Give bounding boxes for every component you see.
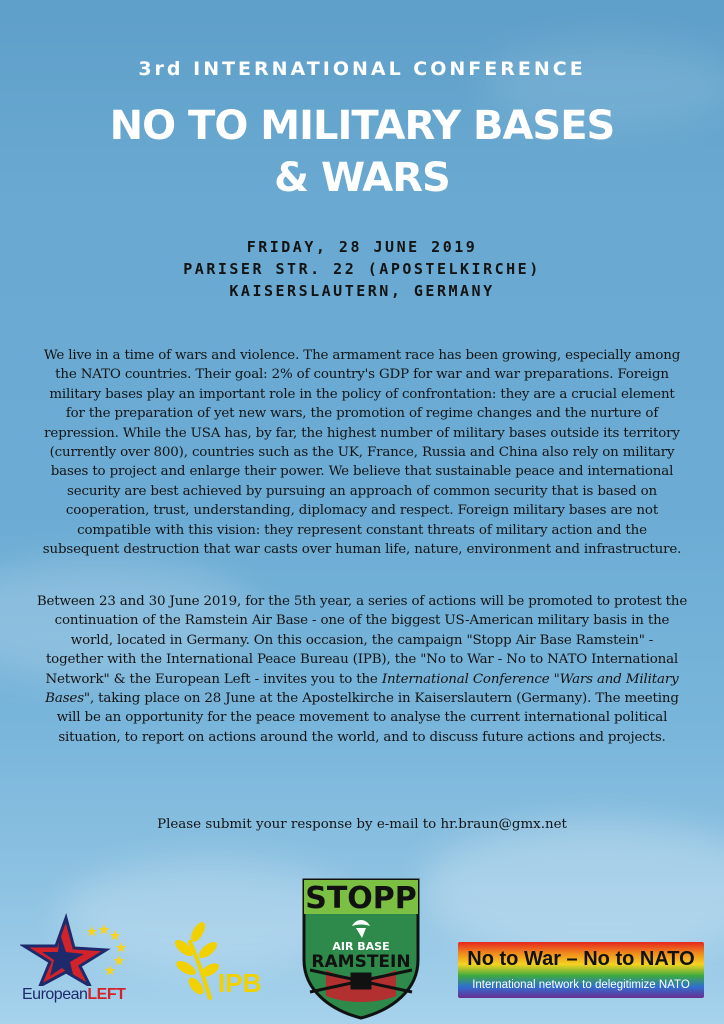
title-line: NO TO MILITARY BASES xyxy=(109,103,615,149)
text-line: cooperation, trust, understanding, diplomacy and respect. Foreign military bases are not xyxy=(65,503,659,519)
text-line: We live in a time of wars and violence. The armament race has been growing, especially among xyxy=(43,348,681,363)
text-line: the NATO countries. Their goal: 2% of country's GDP for war and war preparations. Foreign xyxy=(55,367,669,383)
no-to-nato-title: No to War – No to NATO xyxy=(467,948,695,970)
no-to-nato-subtitle: International network to delegitimize NATO xyxy=(472,979,690,991)
text-line: for the preparation of yet new wars, the promotion of regime changes and the nurture of xyxy=(65,406,659,422)
text-line: world, located in Germany. On this occasion, the campaign "Stopp Air Base Ramstein" - xyxy=(70,632,654,648)
cloud-decoration xyxy=(420,820,724,960)
european-left-wordmark xyxy=(22,986,125,1004)
event-details xyxy=(0,236,724,302)
stopp-ramstein-logo xyxy=(296,874,426,1020)
event-date: FRIDAY, 28 JUNE 2019 xyxy=(246,238,478,256)
ipb-logo xyxy=(170,918,262,1002)
text-line: will be an opportunity for the peace movement to analyse the current international political xyxy=(56,710,668,726)
text-line: (currently over 800), countries such as the UK, France, Russia and China also rely on military xyxy=(49,445,675,461)
european-left-logo xyxy=(20,912,140,1004)
stopp-ramstein-emblem-icon xyxy=(296,874,426,1020)
text-line: compatible with this vision: they represent constant threats of military action and the xyxy=(77,522,647,538)
logo-text: RAMSTEIN xyxy=(311,952,411,972)
conference-name-italic: Bases" xyxy=(45,691,90,707)
event-venue: PARISER STR. 22 (APOSTELKIRCHE) xyxy=(183,260,541,278)
title-line: & WARS xyxy=(274,155,450,201)
event-city: KAISERSLAUTERN, GERMANY xyxy=(229,282,495,300)
text-line xyxy=(26,670,698,689)
logo-text: AIR BASE xyxy=(332,940,390,953)
text-line: repression. While the USA has, by far, the highest number of military bases outside its territory xyxy=(44,425,680,441)
text-line: bases to project and enlarge their power. We believe that sustainable peace and international xyxy=(50,464,674,480)
wordmark-part: European xyxy=(22,986,88,1003)
text-line: security are best achieved by pursuing an approach of common security that is based on xyxy=(66,483,658,499)
text-line: military bases play an important role in the policy of confrontation: they are a crucial element xyxy=(49,386,675,402)
text-line: subsequent destruction that war casts over human life, nature, environment and infrastructure. xyxy=(42,542,682,558)
text-run: , taking place on 28 June at the Apostelkirche in Kaiserslautern (Germany). The meeting xyxy=(89,691,679,707)
submit-instruction: Please submit your response by e-mail to hr.braun@gmx.net xyxy=(157,817,567,832)
ipb-wordmark: IPB xyxy=(218,968,262,998)
intro-paragraph xyxy=(26,346,698,559)
logo-text: STOPP xyxy=(305,881,417,916)
announcement-paragraph xyxy=(26,592,698,747)
text-run: Network" & the European Left - invites you to the xyxy=(45,671,382,687)
text-line: Between 23 and 30 June 2019, for the 5th year, a series of actions will be promoted to protest the xyxy=(36,594,688,609)
page-title xyxy=(0,100,724,204)
text-line xyxy=(26,689,698,708)
wordmark-part: LEFT xyxy=(87,986,126,1003)
conference-kicker: 3rd INTERNATIONAL CONFERENCE xyxy=(138,58,586,80)
text-line: together with the International Peace Bureau (IPB), the "No to War - No to NATO International xyxy=(45,652,679,668)
conference-name-italic: International Conference "Wars and Military xyxy=(381,671,679,687)
european-left-star-icon xyxy=(20,912,140,986)
no-to-nato-logo xyxy=(458,942,704,998)
text-line: continuation of the Ramstein Air Base - one of the biggest US-American military basis in the xyxy=(54,613,670,629)
text-line: situation, to report on actions around the world, and to discuss future actions and projects. xyxy=(58,729,666,745)
